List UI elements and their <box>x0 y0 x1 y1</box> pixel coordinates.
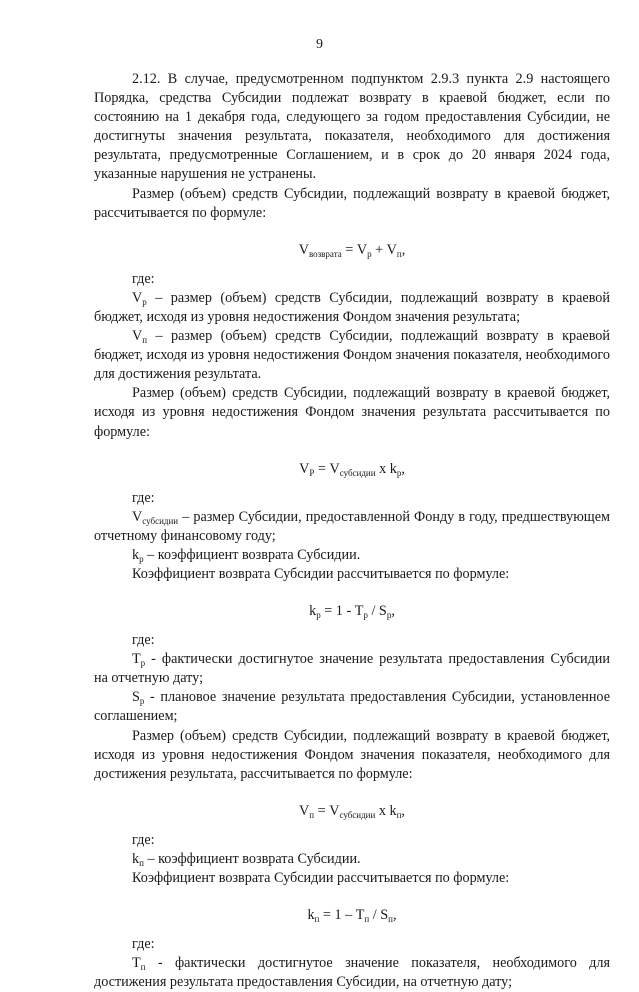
paragraph-indicator-formula-intro: Размер (объем) средств Субсидии, подлежащий возврату в краевой бюджет, исходя из уровня недостижения Фондом значения показателя, необходимого для достижения результата, рассчитывается по формуле: <box>94 727 610 782</box>
formula-k-result: $k_р = 1 - T_р / S_р$, <box>309 603 395 621</box>
paragraph-coef-intro: Коэффициент возврата Субсидии рассчитывается по формуле: <box>132 565 510 582</box>
definition-tr: $T_р$ - фактически достигнутое значение результата предоставления Субсидии на отчетную дату; <box>94 651 610 687</box>
formula-v-result: $V_Р = V_{субсидии}$ x $k_р$, <box>299 460 405 478</box>
where-label: где: <box>132 936 155 953</box>
document-body <box>94 70 610 992</box>
formula-v-return: $V_{возврата} = V_р + V_п$, <box>298 241 406 259</box>
paragraph-formula-intro: Размер (объем) средств Субсидии, подлежащий возврату в краевой бюджет, рассчитывается по формуле: <box>94 185 610 221</box>
definition-tn: $T_п$ - фактически достигнутое значение показателя, необходимого для достижения результата предоставления Субсидии, на отчетную дату; <box>94 955 610 991</box>
definition-kn: $k_п$ – коэффициент возврата Субсидии. <box>132 850 361 868</box>
page-number: 9 <box>316 37 323 52</box>
paragraph-coef-intro-2: Коэффициент возврата Субсидии рассчитывается по формуле: <box>132 870 510 886</box>
paragraph-2-12: 2.12. В случае, предусмотренном подпунктом 2.9.3 пункта 2.9 настоящего Порядка, средства Субсидии подлежат возврату в краевой бюджет, если по состоянию на 1 декабря года, следующего за годом предоставления Субсидии, не достигнуты значения результата, показателя, необходимого для достижения результата, предусмотренные Соглашением, и в срок до 20 января 2024 года, указанные нарушения не устранены. <box>94 71 610 183</box>
where-label: где: <box>132 270 155 287</box>
definition-sr: $S_р$ - плановое значение результата предоставления Субсидии, установленное соглашением; <box>94 689 610 725</box>
where-label: где: <box>132 632 155 649</box>
where-label: где: <box>132 831 155 848</box>
definition-vr: $V_р$ – размер (объем) средств Субсидии, подлежащий возврату в краевой бюджет, исходя из уровня недостижения Фондом значения результата; <box>94 289 610 325</box>
definition-vn: $V_п$ – размер (объем) средств Субсидии, подлежащий возврату в краевой бюджет, исходя из уровня недостижения Фондом значения показателя, необходимого для достижения результата. <box>94 328 610 383</box>
definition-vsubsidy: $V_{субсидии}$ – размер Субсидии, предоставленной Фонду в году, предшествующем отчетному финансовому году; <box>94 508 610 544</box>
definition-kr: $k_р$ – коэффициент возврата Субсидии. <box>132 546 361 564</box>
formula-v-indicator: $V_п = V_{субсидии}$ x $k_п$, <box>299 802 405 820</box>
formula-k-indicator: $k_п = 1 - T_п / S_п$, <box>307 907 397 925</box>
paragraph-result-formula-intro: Размер (объем) средств Субсидии, подлежащий возврату в краевой бюджет, исходя из уровня недостижения Фондом значения результата рассчитывается по формуле: <box>94 385 610 440</box>
where-label: где: <box>132 489 155 506</box>
